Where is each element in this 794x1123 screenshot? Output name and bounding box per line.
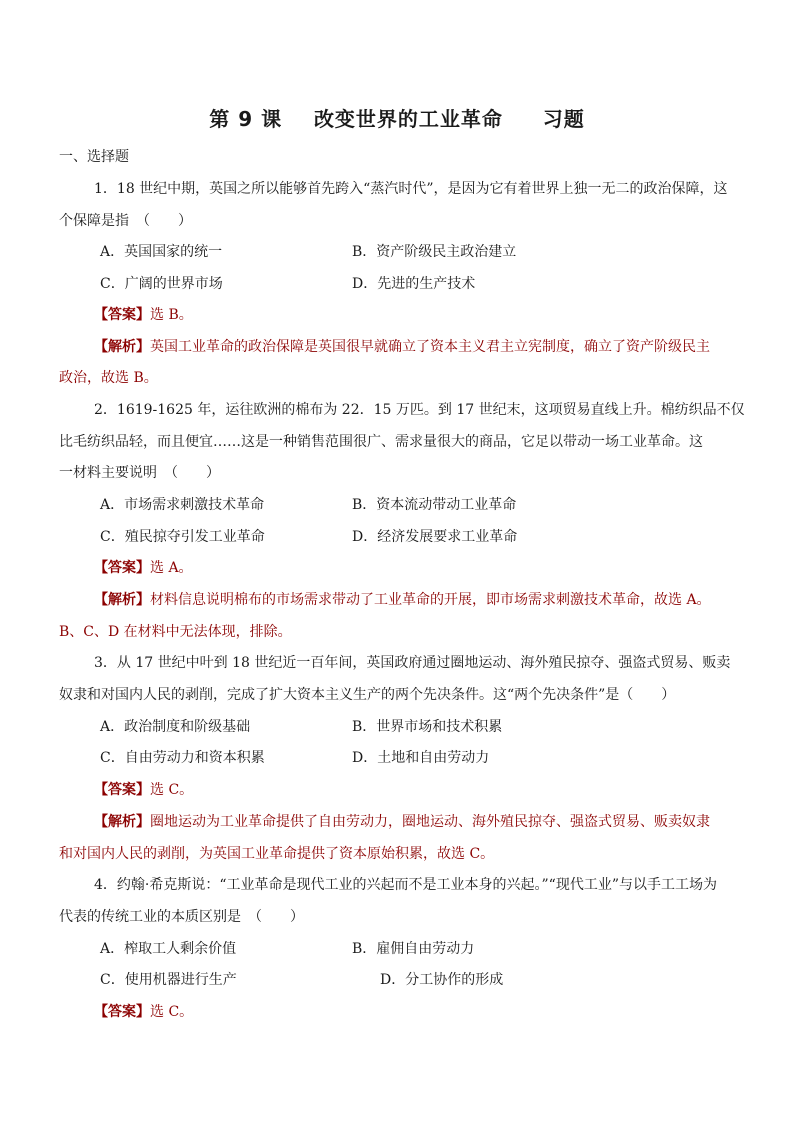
q1-analysis-line-1: 英国工业革命的政治保障是英国很早就确立了资本主义君主立宪制度，确立了资产阶级民主 — [150, 339, 710, 355]
q1-option-b: B．资产阶级民主政治建立 — [352, 244, 517, 260]
q1-line-2: 个保障是指 （ ） — [59, 213, 192, 229]
q4-option-b: B．雇佣自由劳动力 — [352, 941, 475, 957]
q3-analysis-line-1: 圈地运动为工业革命提供了自由劳动力，圈地运动、海外殖民掠夺、强盗式贸易、贩卖奴隶 — [150, 814, 710, 830]
q3-answer-label: 【答案】 — [94, 782, 150, 798]
section-heading: 一、选择题 — [59, 149, 129, 165]
q1-analysis — [94, 336, 710, 356]
q3-option-d: D．土地和自由劳动力 — [352, 750, 490, 766]
q1-analysis-label: 【解析】 — [94, 339, 150, 355]
q4-answer-label: 【答案】 — [94, 1004, 150, 1020]
q4-option-c: C．使用机器进行生产 — [100, 972, 237, 988]
q2-answer-text: 选 A。 — [150, 560, 193, 576]
q4-answer-text: 选 C。 — [150, 1004, 194, 1020]
q3-option-a: A．政治制度和阶级基础 — [100, 719, 251, 735]
page-title — [0, 103, 794, 132]
q1-analysis-line-2: 政治，故选 B。 — [59, 370, 158, 386]
q1-line-1: 1．18 世纪中期，英国之所以能够首先跨入“蒸汽时代”，是因为它有着世界上独一无二的政治保障，这 — [94, 181, 728, 197]
q3-answer-text: 选 C。 — [150, 782, 194, 798]
q2-option-a: A．市场需求刺激技术革命 — [100, 497, 265, 513]
q1-option-a: A．英国国家的统一 — [100, 244, 223, 260]
q3-option-b: B．世界市场和技术积累 — [352, 719, 503, 735]
q2-line-2: 比毛纺织品轻，而且便宜……这是一种销售范围很广、需求量很大的商品，它足以带动一场工业革命。这 — [59, 434, 703, 450]
q3-line-2: 奴隶和对国内人民的剥削，完成了扩大资本主义生产的两个先决条件。这“两个先决条件”是（ ） — [59, 687, 676, 703]
title-name: 改变世界的工业革命 — [313, 107, 503, 131]
q2-line-3: 一材料主要说明 （ ） — [59, 465, 220, 481]
q4-option-a: A．榨取工人剩余价值 — [100, 941, 237, 957]
q2-answer — [94, 557, 193, 577]
q3-analysis-line-2: 和对国内人民的剥削，为英国工业革命提供了资本原始积累，故选 C。 — [59, 846, 495, 862]
q4-line-1: 4．约翰·希克斯说：“工业革命是现代工业的兴起而不是工业本身的兴起。”“现代工业”与以手工工场为 — [94, 877, 717, 893]
q4-line-2: 代表的传统工业的本质区别是 （ ） — [59, 909, 304, 925]
title-lesson: 第 9 课 — [209, 107, 283, 131]
q2-option-d: D．经济发展要求工业革命 — [352, 529, 518, 545]
q1-answer-text: 选 B。 — [150, 307, 193, 323]
q3-analysis — [94, 811, 710, 831]
q1-option-c: C．广阔的世界市场 — [100, 276, 223, 292]
q3-option-c: C．自由劳动力和资本积累 — [100, 750, 265, 766]
q4-option-d: D．分工协作的形成 — [380, 972, 504, 988]
q2-option-c: C．殖民掠夺引发工业革命 — [100, 529, 265, 545]
q1-answer-label: 【答案】 — [94, 307, 150, 323]
q1-answer — [94, 304, 193, 324]
q1-option-d: D．先进的生产技术 — [352, 276, 476, 292]
q3-line-1: 3．从 17 世纪中叶到 18 世纪近一百年间，英国政府通过圈地运动、海外殖民掠夺、强盗式贸易、贩卖 — [94, 655, 731, 671]
q2-analysis-label: 【解析】 — [94, 592, 150, 608]
q4-answer — [94, 1001, 193, 1021]
q2-analysis-line-1: 材料信息说明棉布的市场需求带动了工业革命的开展，即市场需求刺激技术革命，故选 A。 — [150, 592, 711, 608]
q2-line-1: 2．1619-1625 年，运往欧洲的棉布为 22．15 万匹。到 17 世纪末，这项贸易直线上升。棉纺织品不仅 — [94, 402, 745, 418]
q2-answer-label: 【答案】 — [94, 560, 150, 576]
q3-answer — [94, 779, 193, 799]
q2-analysis-line-2: B、C、D 在材料中无法体现，排除。 — [59, 624, 292, 640]
q2-option-b: B．资本流动带动工业革命 — [352, 497, 517, 513]
q3-analysis-label: 【解析】 — [94, 814, 150, 830]
q2-analysis — [94, 589, 711, 609]
title-suffix: 习题 — [542, 107, 585, 131]
